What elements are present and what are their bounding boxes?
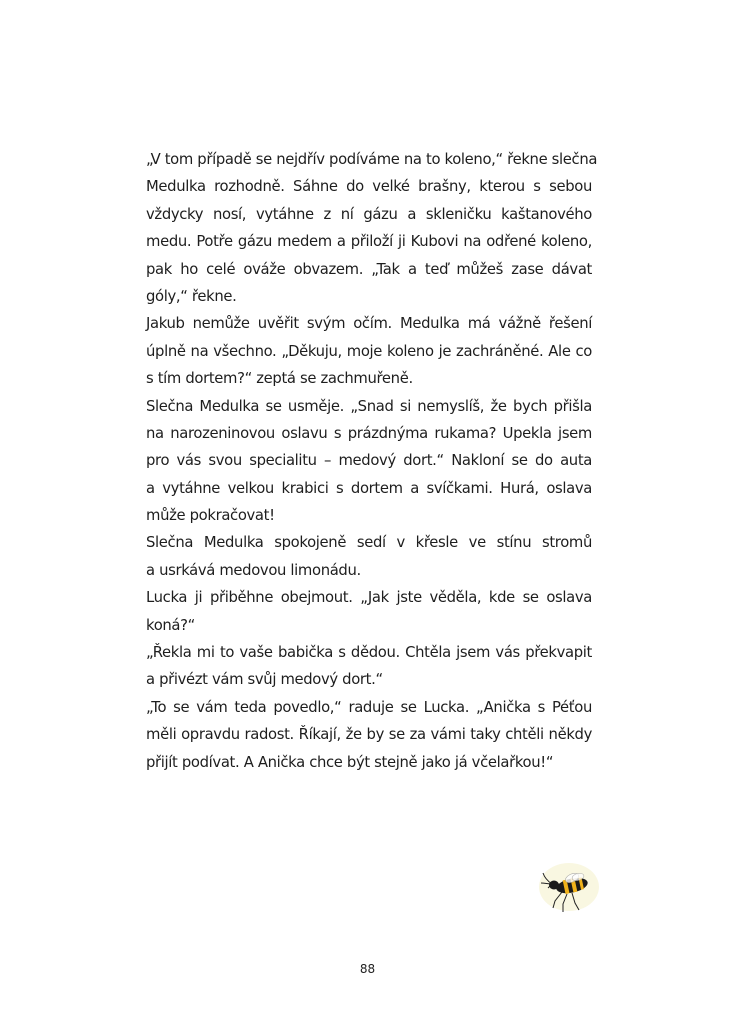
text-line: a usrkává medovou limonádu. — [146, 561, 361, 579]
text-line: může pokračovat! — [146, 507, 275, 525]
text-line: koná?“ — [146, 616, 195, 634]
text-line: Lucka ji přiběhne obejmout. „Jak jste věděla, kde se oslava — [146, 589, 592, 607]
text-line: úplně na všechno. „Děkuju, moje koleno je zachráněné. Ale co — [146, 342, 592, 360]
text-line: pak ho celé ováže obvazem. „Tak a teď můžeš zase dávat — [146, 260, 592, 278]
text-line: Jakub nemůže uvěřit svým očím. Medulka má vážně řešení — [146, 315, 592, 333]
text-line: „Řekla mi to vaše babička s dědou. Chtěla jsem vás překvapit — [146, 644, 592, 662]
text-line: s tím dortem?“ zeptá se zachmuřeně. — [146, 370, 413, 388]
page-number: 88 — [359, 962, 376, 976]
text-line: pro vás svou specialitu – medový dort.“ Nakloní se do auta — [146, 452, 592, 470]
text-line: měli opravdu radost. Říkají, že by se za vámi taky chtěli někdy — [146, 726, 592, 744]
text-line: vždycky nosí, vytáhne z ní gázu a skleničku kaštanového — [146, 205, 592, 223]
text-line: přijít podívat. A Anička chce být stejně jako já včelařkou!“ — [146, 753, 554, 771]
text-line: Medulka rozhodně. Sáhne do velké brašny, kterou s sebou — [146, 178, 592, 196]
text-line: „To se vám teda povedlo,“ raduje se Lucka. „Anička s Péťou — [146, 698, 592, 716]
body-text — [146, 146, 598, 776]
text-line: góly,“ řekne. — [146, 287, 237, 305]
bee-icon — [536, 862, 602, 918]
text-line: a vytáhne velkou krabici s dortem a svíčkami. Hurá, oslava — [146, 479, 592, 497]
text-line: na narozeninovou oslavu s prázdnýma rukama? Upekla jsem — [146, 424, 592, 442]
text-line: Slečna Medulka spokojeně sedí v křesle ve stínu stromů — [146, 534, 592, 552]
text-line: „V tom případě se nejdřív podíváme na to koleno,“ řekne slečna — [146, 151, 598, 168]
text-line: a přivézt vám svůj medový dort.“ — [146, 671, 383, 689]
text-line: medu. Potře gázu medem a přiloží ji Kubovi na odřené koleno, — [146, 233, 592, 251]
text-line: Slečna Medulka se usměje. „Snad si nemyslíš, že bych přišla — [146, 397, 592, 415]
